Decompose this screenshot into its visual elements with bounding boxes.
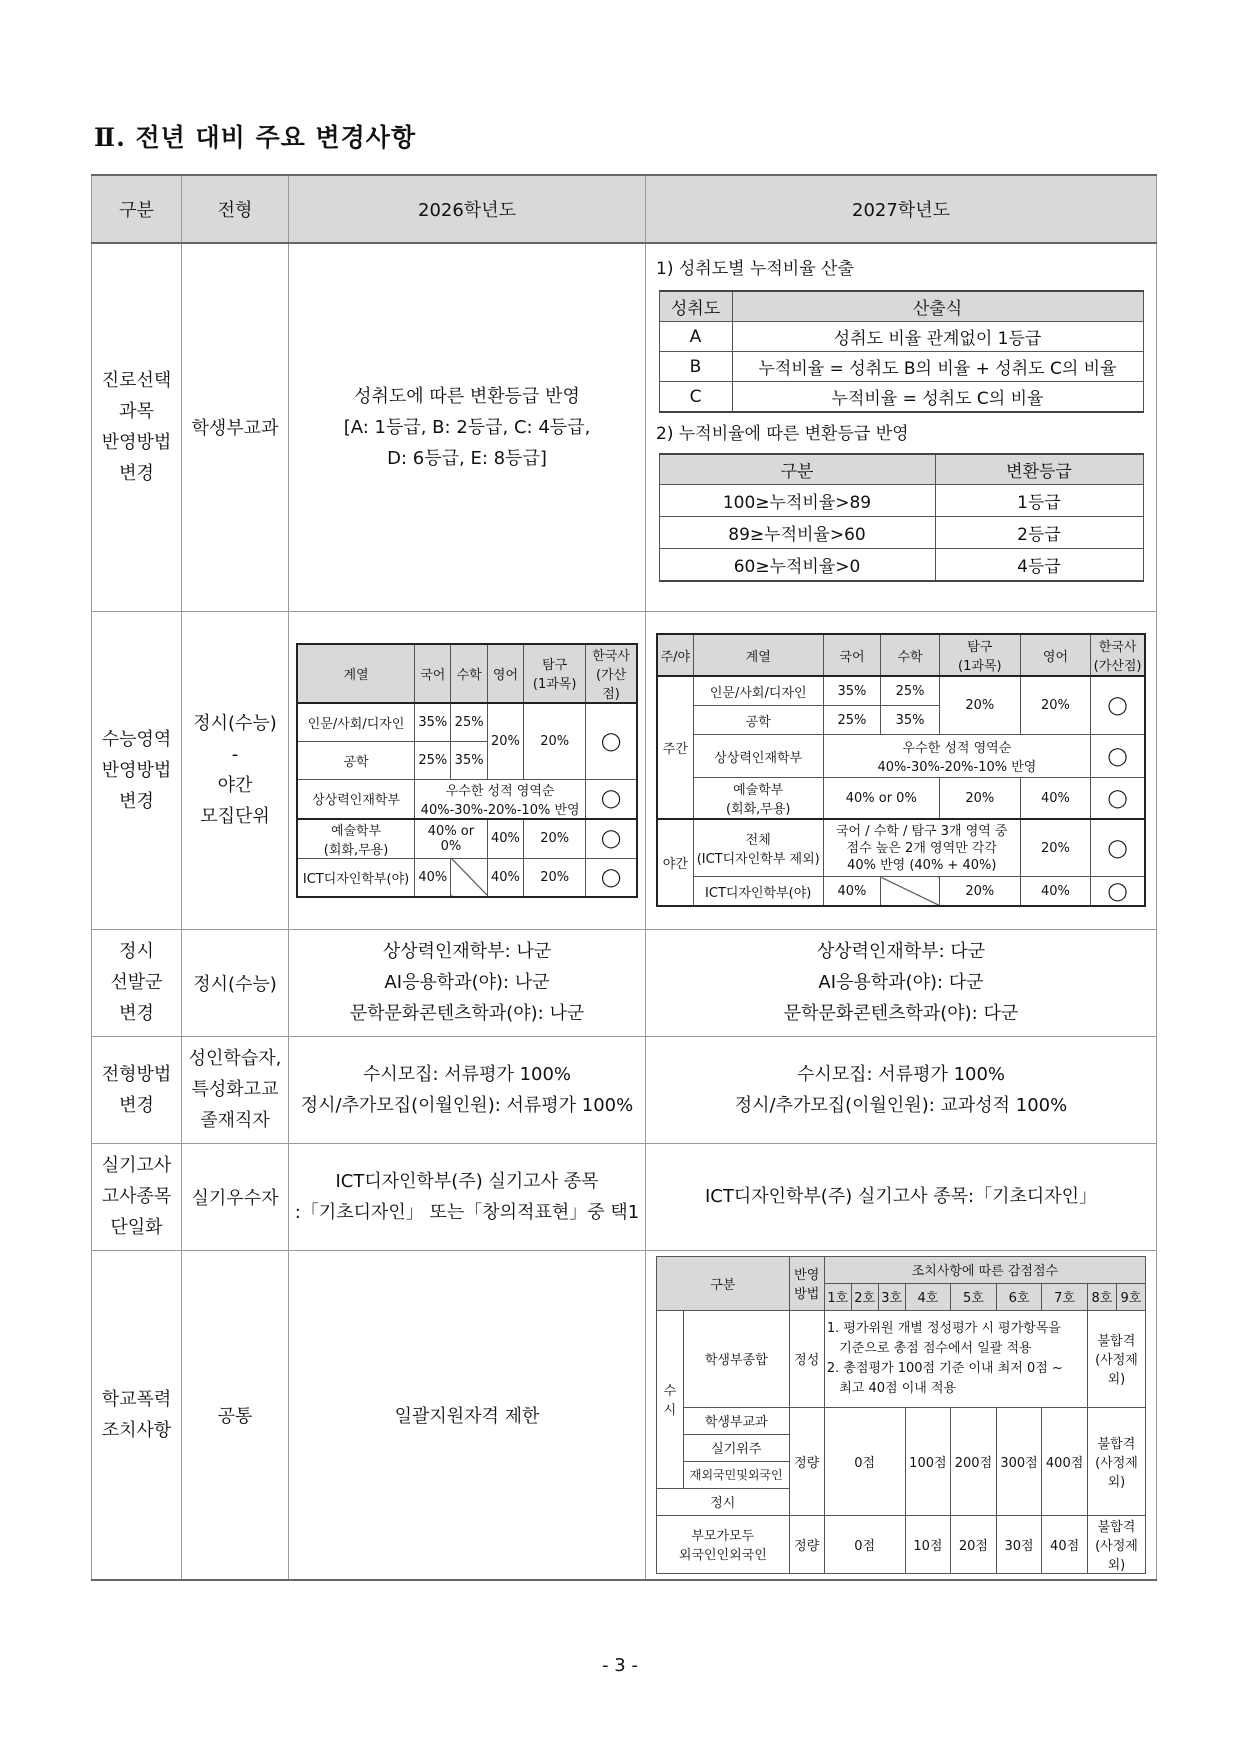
row3-2027: 상상력인재학부: 다군 AI응용학과(야): 다군 문학문화콘텐츠학과(야): 다군 [646, 929, 1157, 1036]
diagonal-cell [881, 877, 940, 907]
violence-deduction-table: 구분 반영 방법 조치사항에 따른 감점점수 1호 2호 3호 4호 5호 6호 7호 8호 9호 수 시 학생부종합 정성 1. 평가위원 개별 정성평가 시 평가항목을 기준으로 총점 점수에서 일괄 적용 2. 총점평가 100점 기준 이내 최저 0점 ~ 최고 40점 이내 적용 불합격 (사정제외) 학생부교과 정량 0점 100점 200점 300점 400점 불합격 (사정제외) 실기위주 재외국민및외국인 정시 부모가모두 외국인인외국인 정량 0점 10점 20점 30점 40점 불합격 (사정제외) [656, 1256, 1146, 1574]
row4-gubun: 전형방법 변경 [92, 1036, 182, 1143]
grade-conversion-table: 구분 변환등급 100≥누적비율>89 1등급 89≥누적비율>60 2등급 60≥누적비율>0 4등급 [659, 453, 1144, 582]
sub1-title: 1) 성취도별 누적비율 산출 [656, 259, 854, 279]
csat-2027-table: 주/야 계열 국어 수학 탐구 (1과목) 영어 한국사 (가산점) 주간 인문/사회/디자인 35% 25% 20% 20% ◯ 공학 25% 35% 상상력인재학부 우수한 성적 영역순 40%-30%-20%-10% 반영 ◯ 예술학부 (회화,무용) 40% or 0% 20% 40% ◯ 야간 전체 (ICT디자인학부 제외) 국어 / 수학 / 탐구 3개 영역 중 점수 높은 2개 영역만 각각 40% 반영 (40% + 40%) 20% ◯ ICT디자인학부(야) 40% 20% 40% ◯ [656, 633, 1146, 907]
row5-2026: ICT디자인학부(주) 실기고사 종목 :「기초디자인」 또는「창의적표현」중 택1 [289, 1143, 646, 1250]
row2-gubun: 수능영역 반영방법 변경 [92, 611, 182, 929]
row3-jeonhyeong: 정시(수능) [182, 929, 289, 1036]
row-admission-method [92, 1036, 1157, 1143]
row6-2026: 일괄지원자격 제한 [289, 1250, 646, 1580]
row2-2026 [289, 611, 646, 929]
header-row [92, 175, 1157, 243]
changes-table [91, 174, 1157, 1581]
row3-2026: 상상력인재학부: 나군 AI응용학과(야): 나군 문학문화콘텐츠학과(야): 나군 [289, 929, 646, 1036]
header-2027: 2027학년도 [646, 175, 1157, 243]
row1-2026: 성취도에 따른 변환등급 반영 [A: 1등급, B: 2등급, C: 4등급, D: 6등급, E: 8등급] [289, 243, 646, 611]
row2-jeonhyeong: 정시(수능) - 야간 모집단위 [182, 611, 289, 929]
achievement-table: 성취도 산출식 A 성취도 비율 관계없이 1등급 B 누적비율 = 성취도 B의 비율 + 성취도 C의 비율 C 누적비율 = 성취도 C의 비율 [659, 290, 1144, 413]
row5-2027: ICT디자인학부(주) 실기고사 종목:「기초디자인」 [646, 1143, 1157, 1250]
day-label: 주간 [657, 676, 693, 819]
header-jeonhyeong: 전형 [182, 175, 289, 243]
row4-jeonhyeong: 성인학습자, 특성화고교 졸재직자 [182, 1036, 289, 1143]
row3-gubun: 정시 선발군 변경 [92, 929, 182, 1036]
row6-gubun: 학교폭력 조치사항 [92, 1250, 182, 1580]
row5-jeonhyeong: 실기우수자 [182, 1143, 289, 1250]
night-label: 야간 [657, 819, 693, 906]
row-school-violence [92, 1250, 1157, 1580]
row4-2027: 수시모집: 서류평가 100% 정시/추가모집(이월인원): 교과성적 100% [646, 1036, 1157, 1143]
row1-jeonhyeong: 학생부교과 [182, 243, 289, 611]
sub2-title: 2) 누적비율에 따른 변환등급 반영 [656, 424, 909, 444]
page-title: Ⅱ. 전년 대비 주요 변경사항 [94, 123, 417, 152]
row1-2027 [646, 243, 1157, 611]
row-csat-reflection [92, 611, 1157, 929]
csat-2026-table: 계열 국어 수학 영어 탐구 (1과목) 한국사 (가산점) 인문/사회/디자인 35% 25% 20% 20% ◯ 공학 25% 35% 상상력인재학부 우수한 성적 영역순 40%-30%-20%-10% 반영 ◯ 예술학부 (회화,무용) 40% or 0% 40% 20% ◯ ICT디자인학부(야) 40% 40% 20% ◯ [296, 643, 638, 898]
row1-gubun: 진로선택 과목 반영방법 변경 [92, 243, 182, 611]
page-number: - 3 - [602, 1655, 638, 1676]
row2-2027 [646, 611, 1157, 929]
row6-2027 [646, 1250, 1157, 1580]
row-jeongsi-group [92, 929, 1157, 1036]
diagonal-cell [451, 858, 487, 897]
header-2026: 2026학년도 [289, 175, 646, 243]
row-elective-subjects [92, 243, 1157, 611]
row4-2026: 수시모집: 서류평가 100% 정시/추가모집(이월인원): 서류평가 100% [289, 1036, 646, 1143]
row6-jeonhyeong: 공통 [182, 1250, 289, 1580]
row5-gubun: 실기고사 고사종목 단일화 [92, 1143, 182, 1250]
header-gubun: 구분 [92, 175, 182, 243]
row-practical-exam [92, 1143, 1157, 1250]
